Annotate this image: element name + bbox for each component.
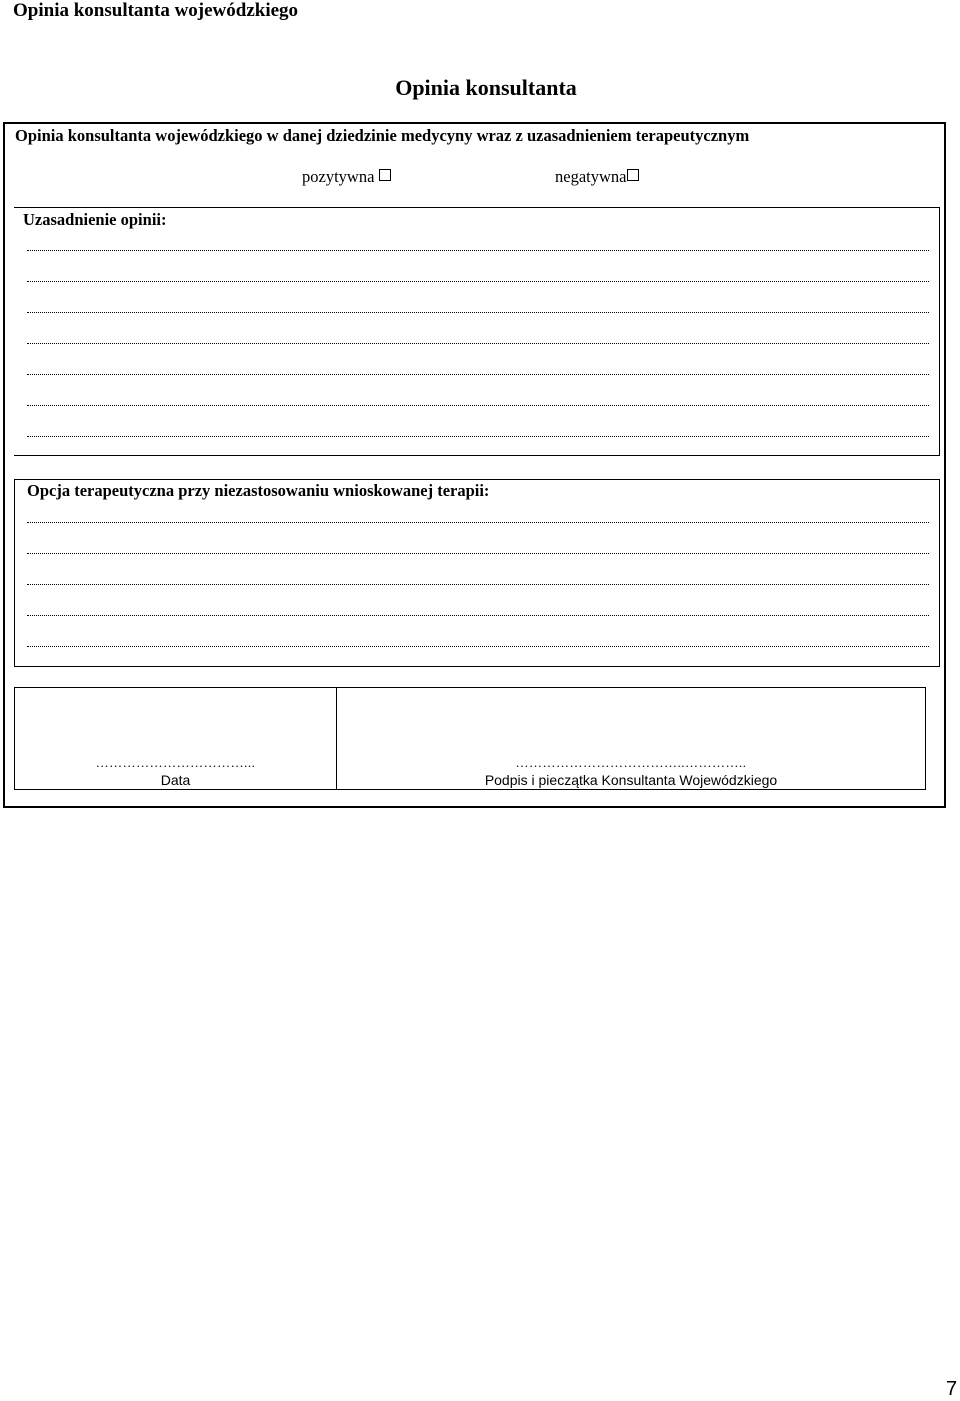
alternative-line[interactable] bbox=[27, 522, 929, 523]
form-intro: Opinia konsultanta wojewódzkiego w danej dziedzinie medycyny wraz z uzasadnieniem terapeutycznym bbox=[15, 126, 750, 145]
justification-line[interactable] bbox=[27, 405, 929, 406]
signature-field[interactable] bbox=[336, 687, 926, 790]
opinion-form bbox=[3, 122, 946, 808]
alternative-therapy-box[interactable] bbox=[14, 479, 940, 667]
justification-line[interactable] bbox=[27, 281, 929, 282]
date-dots: ……………………………... bbox=[95, 755, 256, 770]
alternative-line[interactable] bbox=[27, 646, 929, 647]
alternative-line[interactable] bbox=[27, 615, 929, 616]
document-header: Opinia konsultanta wojewódzkiego bbox=[13, 0, 299, 21]
alternative-line[interactable] bbox=[27, 584, 929, 585]
checkbox-positive[interactable] bbox=[379, 169, 391, 181]
alternative-therapy-label: Opcja terapeutyczna przy niezastosowaniu wnioskowanej terapii: bbox=[27, 481, 490, 500]
signature-dots: ………………………………..………….. bbox=[515, 755, 747, 770]
form-title: Opinia konsultanta bbox=[395, 75, 577, 100]
justification-line[interactable] bbox=[27, 436, 929, 437]
date-label: Data bbox=[160, 772, 191, 788]
date-field[interactable] bbox=[14, 687, 337, 790]
signature-label: Podpis i pieczątka Konsultanta Wojewódzkiego bbox=[484, 772, 778, 788]
option-positive-label: pozytywna bbox=[302, 167, 375, 186]
justification-box[interactable] bbox=[14, 207, 940, 456]
page-number: 7 bbox=[946, 1378, 958, 1400]
justification-line[interactable] bbox=[27, 250, 929, 251]
option-negative-label: negatywna bbox=[555, 167, 627, 186]
alternative-line[interactable] bbox=[27, 553, 929, 554]
checkbox-negative[interactable] bbox=[627, 169, 639, 181]
justification-line[interactable] bbox=[27, 374, 929, 375]
justification-label: Uzasadnienie opinii: bbox=[23, 210, 167, 229]
option-negative[interactable] bbox=[555, 167, 639, 187]
justification-line[interactable] bbox=[27, 312, 929, 313]
option-positive[interactable] bbox=[302, 167, 391, 187]
justification-line[interactable] bbox=[27, 343, 929, 344]
